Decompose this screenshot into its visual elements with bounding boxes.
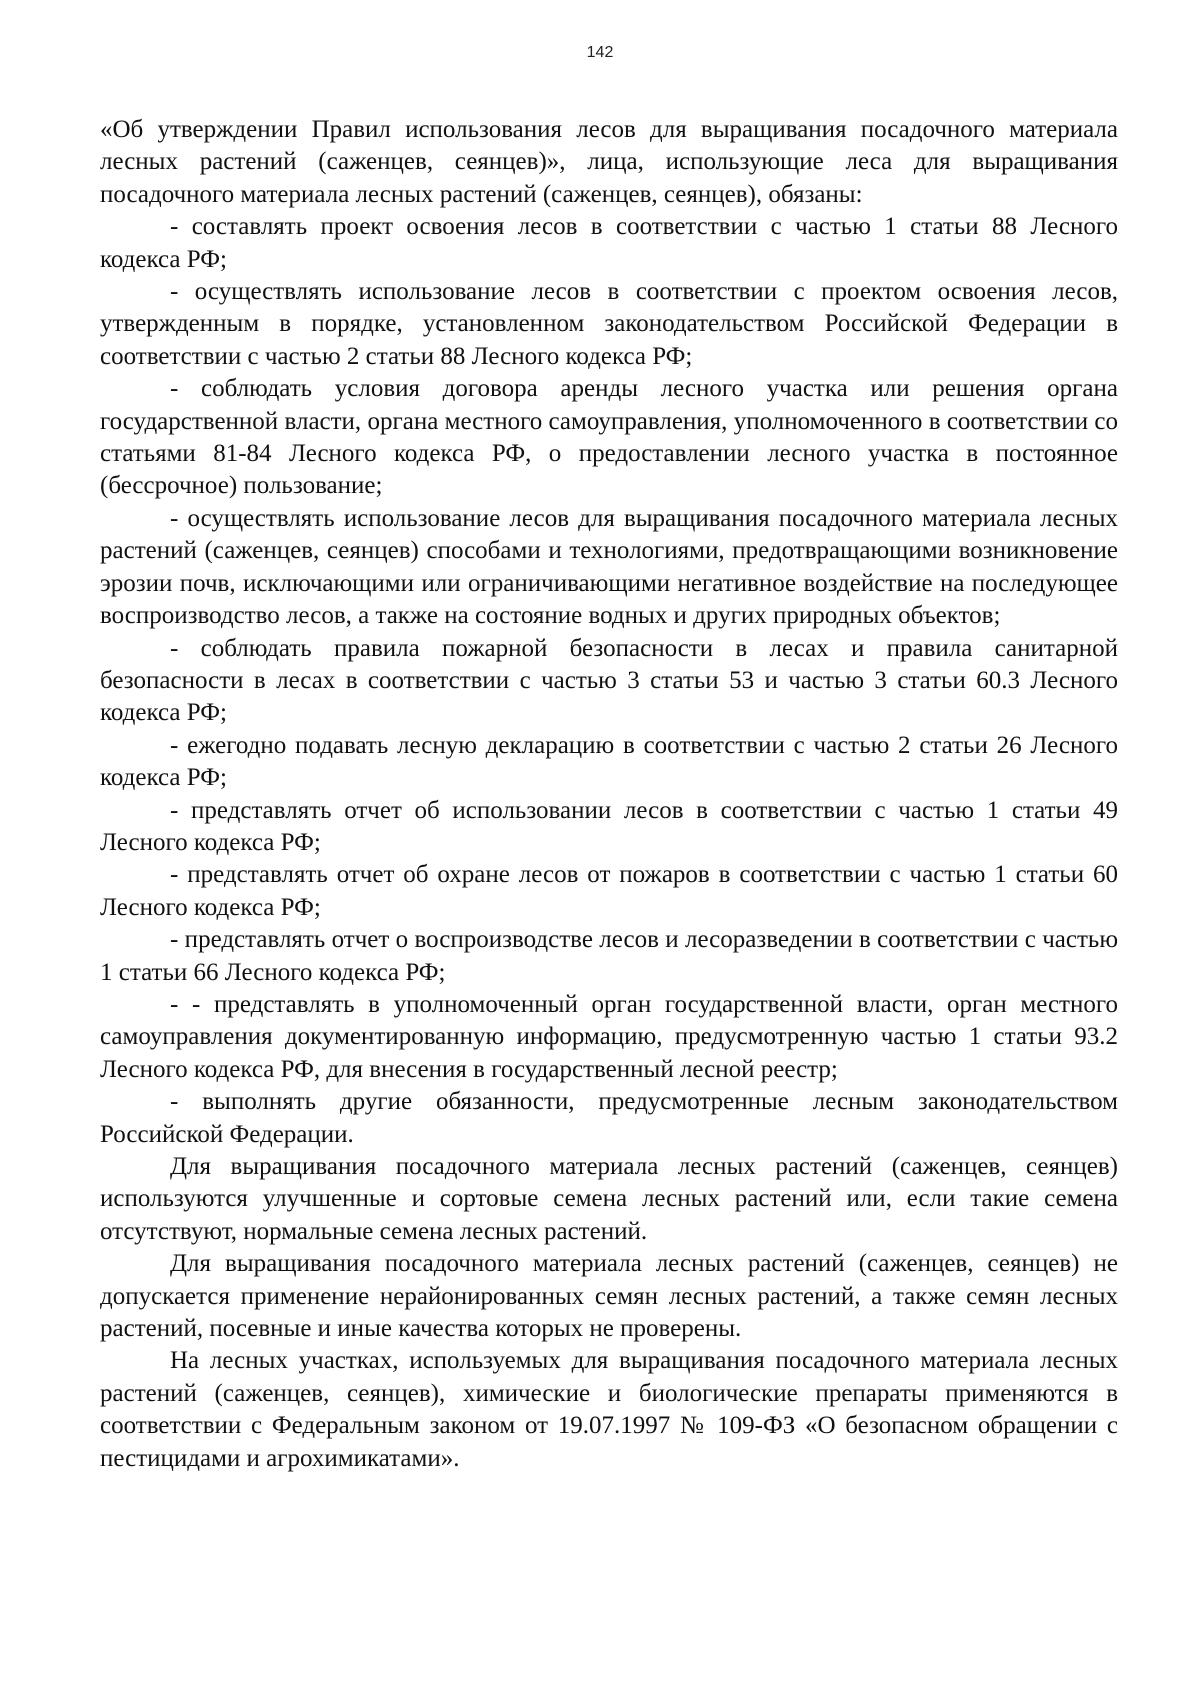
list-item-forest-use-per-project: - осуществлять использование лесов в соответствии с проектом освоения лесов, утвержденным в порядке, установленном законодательством Российской Федерации в соответствии с частью 2 статьи 88 Лесного кодекса РФ; (100, 278, 1118, 370)
list-item-usage-report: - представлять отчет об использовании лесов в соответствии с частью 1 статьи 49 Лесного кодекса РФ; (100, 796, 1118, 856)
list-item-lease-conditions: - соблюдать условия договора аренды лесного участка или решения органа государственной власти, органа местного самоуправления, уполномоченного в соответствии со статьями 81-84 Лесного кодекса РФ, о предоставлении лесного участка в постоянное (бессрочное) пользование; (100, 375, 1118, 500)
list-item-fire-protection-report: - представлять отчет об охране лесов от пожаров в соответствии с частью 1 статьи 60 Лесного кодекса РФ; (100, 861, 1118, 921)
list-item-other-duties: - выполнять другие обязанности, предусмотренные лесным законодательством Российской Федерации. (100, 1088, 1118, 1148)
paragraph-intro: «Об утверждении Правил использования лесов для выращивания посадочного материала лесных растений (саженцев, сеянцев)», лица, использующие леса для выращивания посадочного материала лесных растений (саженцев, сеянцев), обязаны: (100, 116, 1118, 208)
paragraph-improved-seeds: Для выращивания посадочного материала лесных растений (саженцев, сеянцев) используются улучшенные и сортовые семена лесных растений или, если такие семена отсутствуют, нормальные семена лесных растений. (100, 1153, 1118, 1245)
list-item-forest-declaration: - ежегодно подавать лесную декларацию в соответствии с частью 2 статьи 26 Лесного кодекса РФ; (100, 731, 1118, 792)
list-item-reproduction-report: - представлять отчет о воспроизводстве лесов и лесоразведении в соответствии с частью 1 статьи 66 Лесного кодекса РФ; (100, 926, 1118, 986)
list-item-development-project: - составлять проект освоения лесов в соответствии с частью 1 статьи 88 Лесного кодекса РФ; (100, 213, 1118, 273)
list-item-erosion-prevention: - осуществлять использование лесов для выращивания посадочного материала лесных растений (саженцев, сеянцев) способами и технологиями, предотвращающими возникновение эрозии почв, исключающими или ограничивающими негативное воздействие на последующее воспроизводство лесов, а также на состояние водных и других природных объектов; (100, 504, 1118, 630)
list-item-fire-safety: - соблюдать правила пожарной безопасности в лесах и правила санитарной безопасности в лесах в соответствии с частью 3 статьи 53 и частью 3 статьи 60.3 Лесного кодекса РФ; (100, 634, 1118, 727)
list-item-registry-information: - - представлять в уполномоченный орган государственной власти, орган местного самоуправления документированную информацию, предусмотренную частью 1 статьи 93.2 Лесного кодекса РФ, для внесения в государственный лесной реестр; (100, 990, 1118, 1083)
document-body (100, 114, 1118, 1475)
paragraph-non-zoned-seeds: Для выращивания посадочного материала лесных растений (саженцев, сеянцев) не допускается применение нерайонированных семян лесных растений, а также семян лесных растений, посевные и иные качества которых не проверены. (100, 1250, 1118, 1343)
paragraph-chemical-preparations: На лесных участках, используемых для выращивания посадочного материала лесных растений (саженцев, сеянцев), химические и биологические препараты применяются в соответствии с Федеральным законом от 19.07.1997 № 109-ФЗ «О безопасном обращении с пестицидами и агрохимикатами». (100, 1347, 1118, 1472)
page-number: 142 (586, 44, 614, 61)
